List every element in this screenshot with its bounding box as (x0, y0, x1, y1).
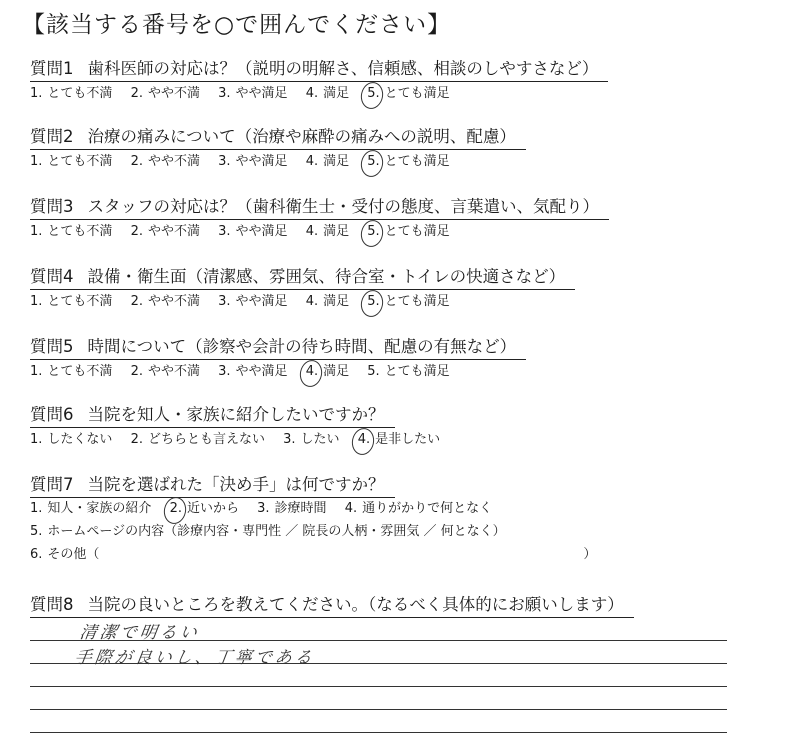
question-1-options (30, 85, 680, 103)
question-2-options (30, 153, 680, 171)
question-3-number: 質問3 (30, 197, 74, 216)
q1-option-1[interactable] (30, 85, 112, 103)
option-label: したくない (47, 432, 113, 447)
q5-option-4-selected[interactable] (306, 363, 349, 381)
question-5-title (30, 336, 520, 358)
q2-option-4[interactable] (306, 153, 349, 171)
q6-option-2[interactable] (131, 431, 265, 449)
option-label: とても満足 (384, 364, 450, 379)
option-label: 満足 (323, 364, 350, 379)
option-label: 満足 (323, 224, 350, 239)
question-4-title (30, 266, 569, 288)
question-7 (30, 474, 680, 565)
option-label: とても満足 (384, 294, 450, 309)
question-3-options (30, 223, 680, 241)
question-8-number: 質問8 (30, 595, 74, 614)
option-label: とても不満 (47, 224, 113, 239)
option-number: 3. (218, 224, 231, 239)
option-number: 5. (30, 524, 43, 539)
question-6-text: 当院を知人・家族に紹介したいですか？ (87, 405, 385, 424)
q7-option-3[interactable] (257, 499, 326, 519)
option-label: とても満足 (384, 86, 450, 101)
option-label: とても満足 (384, 154, 450, 169)
option-label: 知人・家族の紹介 (47, 501, 152, 516)
option-number: 4. (305, 294, 319, 309)
option-label: やや満足 (235, 224, 288, 239)
question-8-text: 当院の良いところを教えてください。（なるべく具体的にお願いします） (87, 595, 624, 614)
option-label: 満足 (323, 294, 350, 309)
q7-option-1[interactable] (30, 499, 151, 519)
option-number: 2. (130, 154, 143, 169)
question-5-number: 質問5 (30, 337, 74, 356)
option-number: 3. (218, 154, 231, 169)
answer-line[interactable] (30, 710, 727, 733)
q6-option-4-selected[interactable] (358, 431, 440, 449)
question-7-title (30, 474, 389, 496)
option-label: とても不満 (47, 364, 113, 379)
option-number: 4. (344, 501, 358, 516)
option-label: したい (300, 432, 340, 447)
q4-option-4[interactable] (306, 293, 349, 311)
option-label: とても不満 (47, 86, 113, 101)
question-2-text: 治療の痛みについて（治療や麻酔の痛みへの説明、配慮） (87, 127, 516, 146)
question-7-options-row-3 (30, 545, 680, 565)
option-number: 6. (30, 547, 43, 562)
option-number: 2. (130, 432, 143, 447)
option-number: 5. (367, 364, 380, 379)
option-label: 是非したい (375, 432, 441, 447)
option-label: その他（ (47, 547, 100, 562)
q3-option-1[interactable] (30, 223, 112, 241)
option-label: 通りがかりで何となく (362, 501, 493, 516)
option-label: やや満足 (235, 294, 288, 309)
option-number: 2. (130, 364, 143, 379)
other-close-paren: ） (583, 547, 597, 562)
question-3-title (30, 196, 603, 218)
q5-option-2[interactable] (131, 363, 200, 381)
question-4-text: 設備・衛生面（清潔感、雰囲気、待合室・トイレの快適さなど） (87, 267, 566, 286)
option-number: 4. (357, 432, 371, 447)
option-number: 2. (130, 294, 143, 309)
option-label: やや満足 (235, 86, 288, 101)
question-7-text: 当院を選ばれた「決め手」は何ですか？ (87, 475, 385, 494)
option-label: とても満足 (384, 224, 450, 239)
question-4-number: 質問4 (30, 267, 74, 286)
option-number: 1. (30, 364, 43, 379)
answer-line[interactable] (30, 687, 727, 710)
question-7-options-row-2 (30, 522, 680, 542)
q2-option-1[interactable] (30, 153, 112, 171)
option-label: とても不満 (47, 294, 113, 309)
q1-option-4[interactable] (306, 85, 349, 103)
question-5-text: 時間について（診察や会計の待ち時間、配慮の有無など） (87, 337, 517, 356)
answer-line[interactable] (30, 641, 727, 668)
q3-option-3[interactable] (218, 223, 287, 241)
question-5-options (30, 363, 680, 381)
option-number: 4. (305, 364, 319, 379)
question-7-options-row-1 (30, 499, 680, 519)
instruction-header: 【該当する番号を○で囲んでください】 (22, 12, 452, 38)
q7-option-6-other[interactable] (30, 545, 99, 565)
q7-option-2-selected[interactable] (170, 499, 239, 519)
q6-option-1[interactable] (30, 431, 112, 449)
question-2 (30, 126, 680, 171)
option-number: 5. (367, 154, 380, 169)
question-1-title (30, 58, 602, 80)
q7-option-5[interactable] (30, 522, 506, 542)
option-label: やや不満 (147, 224, 200, 239)
q3-option-2[interactable] (131, 223, 200, 241)
q4-option-1[interactable] (30, 293, 112, 311)
option-number: 1. (30, 86, 43, 101)
question-4 (30, 266, 680, 311)
option-number: 4. (305, 224, 319, 239)
question-8 (30, 594, 680, 616)
question-2-title (30, 126, 520, 148)
answer-line[interactable] (30, 664, 727, 687)
question-4-options (30, 293, 680, 311)
option-label: 満足 (323, 154, 350, 169)
option-number: 1. (30, 224, 43, 239)
option-number: 3. (218, 86, 231, 101)
option-label: やや満足 (235, 154, 288, 169)
option-number: 2. (130, 224, 143, 239)
option-label: 診療時間 (274, 501, 327, 516)
q3-option-5-selected[interactable] (367, 223, 449, 241)
option-number: 5. (367, 86, 380, 101)
q5-option-5[interactable] (367, 363, 449, 381)
question-5 (30, 336, 680, 381)
option-number: 2. (130, 86, 143, 101)
question-8-title (30, 594, 628, 616)
question-3 (30, 196, 680, 241)
option-label: どちらとも言えない (147, 432, 265, 447)
option-number: 5. (367, 294, 380, 309)
option-number: 1. (30, 501, 43, 516)
answer-line[interactable] (30, 618, 727, 641)
option-number: 3. (218, 294, 231, 309)
question-6-number: 質問6 (30, 405, 74, 424)
option-number: 3. (218, 364, 231, 379)
option-number: 3. (257, 501, 270, 516)
option-number: 4. (305, 86, 319, 101)
q5-option-3[interactable] (218, 363, 287, 381)
option-label: やや不満 (147, 294, 200, 309)
q2-option-3[interactable] (218, 153, 287, 171)
option-label: ホームページの内容（診療内容・専門性 ／ 院長の人柄・雰囲気 ／ 何となく） (47, 524, 506, 539)
question-6-title (30, 404, 389, 426)
option-label: 近いから (186, 501, 239, 516)
q2-option-5-selected[interactable] (367, 153, 449, 171)
option-number: 5. (367, 224, 380, 239)
q2-option-2[interactable] (131, 153, 200, 171)
option-number: 1. (30, 154, 43, 169)
q1-option-5-selected[interactable] (367, 85, 449, 103)
question-1-text: 歯科医師の対応は？（説明の明解さ、信頼感、相談のしやすさなど） (87, 59, 599, 78)
q4-option-3[interactable] (218, 293, 287, 311)
handwritten-answer-1: 清潔で明るい (78, 623, 202, 643)
question-1 (30, 58, 680, 103)
question-1-number: 質問1 (30, 59, 74, 78)
option-label: やや不満 (147, 86, 200, 101)
q1-option-3[interactable] (218, 85, 287, 103)
option-number: 1. (30, 432, 43, 447)
q5-option-1[interactable] (30, 363, 112, 381)
q4-option-2[interactable] (131, 293, 200, 311)
handwritten-answer-2: 手際が良いし、丁寧である (73, 648, 317, 668)
q7-option-4[interactable] (345, 499, 492, 519)
question-2-number: 質問2 (30, 127, 74, 146)
q1-option-2[interactable] (131, 85, 200, 103)
answer-lines[interactable] (30, 618, 727, 733)
option-number: 2. (169, 501, 182, 516)
question-6-options (30, 431, 680, 449)
q4-option-5-selected[interactable] (367, 293, 449, 311)
option-label: やや不満 (147, 154, 200, 169)
option-label: とても不満 (47, 154, 113, 169)
q3-option-4[interactable] (306, 223, 349, 241)
question-6 (30, 404, 680, 449)
option-label: やや不満 (147, 364, 200, 379)
question-7-number: 質問7 (30, 475, 74, 494)
option-number: 4. (305, 154, 319, 169)
option-label: やや満足 (235, 364, 288, 379)
question-3-text: スタッフの対応は？（歯科衛生士・受付の態度、言葉遣い、気配り） (87, 197, 599, 216)
option-number: 3. (283, 432, 296, 447)
option-label: 満足 (323, 86, 350, 101)
q6-option-3[interactable] (283, 431, 339, 449)
option-number: 1. (30, 294, 43, 309)
